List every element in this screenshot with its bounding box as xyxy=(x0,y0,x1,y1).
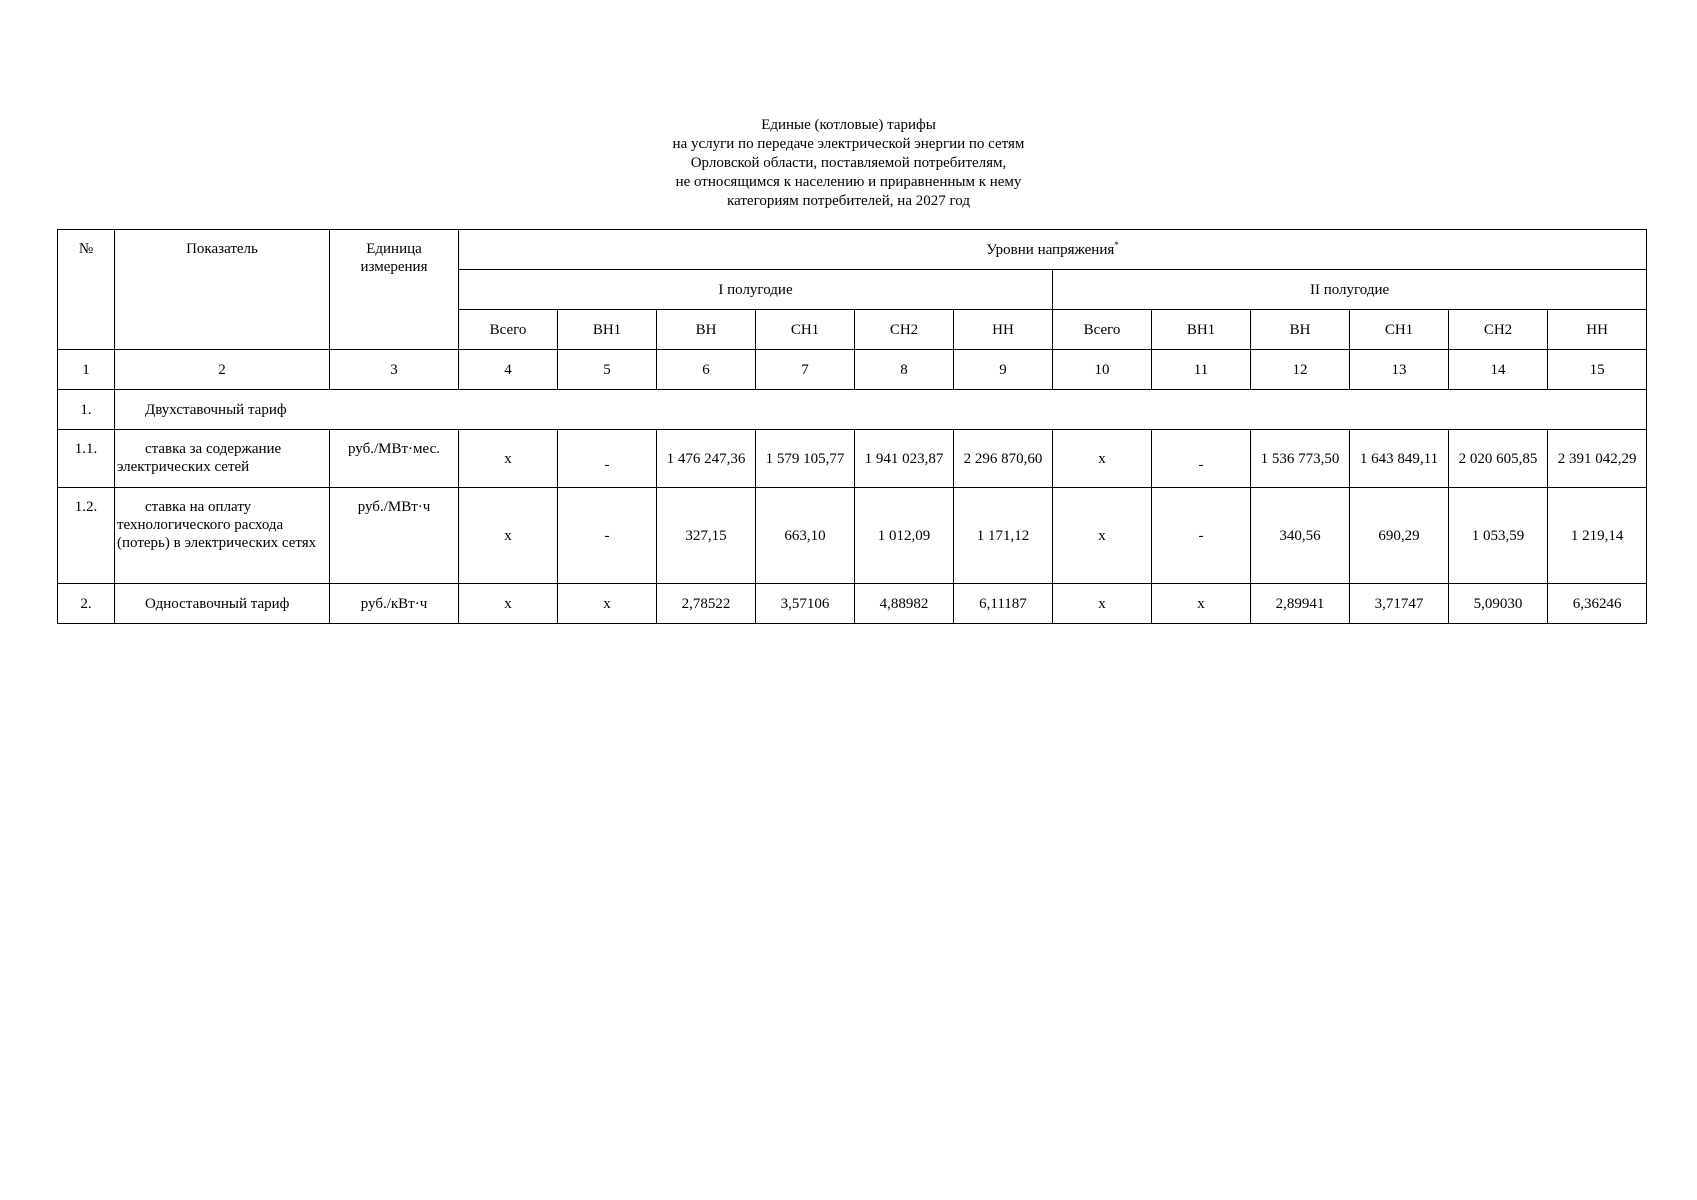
value-cell: - xyxy=(558,488,657,584)
header-voltage-levels xyxy=(459,230,1647,270)
value-cell: 1 012,09 xyxy=(855,488,954,584)
column-number: 2 xyxy=(115,350,330,390)
value-cell: 1 941 023,87 xyxy=(855,430,954,488)
header-unit: Единица измерения xyxy=(330,230,459,350)
value-cell: 1 579 105,77 xyxy=(756,430,855,488)
value-cell: х xyxy=(1053,430,1152,488)
value-cell: 1 643 849,11 xyxy=(1350,430,1449,488)
value-cell: 2 020 605,85 xyxy=(1449,430,1548,488)
value-cell: х xyxy=(1053,584,1152,624)
column-number: 11 xyxy=(1152,350,1251,390)
row-unit: руб./МВт·ч xyxy=(330,488,459,584)
row-number: 1. xyxy=(58,390,115,430)
value-cell: 1 536 773,50 xyxy=(1251,430,1350,488)
table-row xyxy=(58,430,1647,488)
header-subcol: СН2 xyxy=(855,310,954,350)
header-subcol: НН xyxy=(954,310,1053,350)
value-cell: 327,15 xyxy=(657,488,756,584)
value-cell: 2 391 042,29 xyxy=(1548,430,1647,488)
column-number: 10 xyxy=(1053,350,1152,390)
value-cell: - xyxy=(1152,430,1251,488)
header-subcol: СН1 xyxy=(1350,310,1449,350)
value-cell: 3,71747 xyxy=(1350,584,1449,624)
value-cell: 2,89941 xyxy=(1251,584,1350,624)
header-subcol: СН2 xyxy=(1449,310,1548,350)
value-cell: 1 171,12 xyxy=(954,488,1053,584)
title-line: категориям потребителей, на 2027 год xyxy=(727,193,970,209)
value-cell: 340,56 xyxy=(1251,488,1350,584)
column-number: 1 xyxy=(58,350,115,390)
header-indicator: Показатель xyxy=(115,230,330,350)
value-cell: - xyxy=(558,430,657,488)
column-number: 14 xyxy=(1449,350,1548,390)
header-subcol: ВН1 xyxy=(1152,310,1251,350)
value-cell: 4,88982 xyxy=(855,584,954,624)
table-row xyxy=(58,390,1647,430)
row-indicator: Двухставочный тариф xyxy=(115,390,1647,430)
row-indicator: ставка за содержание электрических сетей xyxy=(115,430,330,488)
column-number: 7 xyxy=(756,350,855,390)
header-subcol: ВН xyxy=(657,310,756,350)
value-cell: 1 053,59 xyxy=(1449,488,1548,584)
value-cell: 690,29 xyxy=(1350,488,1449,584)
document-title xyxy=(0,116,1697,211)
header-subcol: СН1 xyxy=(756,310,855,350)
value-cell: 2,78522 xyxy=(657,584,756,624)
column-number: 3 xyxy=(330,350,459,390)
column-number: 5 xyxy=(558,350,657,390)
title-line: на услуги по передаче электрической энергии по сетям xyxy=(672,136,1025,152)
column-number: 8 xyxy=(855,350,954,390)
row-unit: руб./МВт·мес. xyxy=(330,430,459,488)
value-cell: х xyxy=(459,488,558,584)
value-cell: 663,10 xyxy=(756,488,855,584)
header-no: № xyxy=(58,230,115,350)
title-line: Единые (котловые) тарифы xyxy=(761,117,936,133)
header-subcol: ВН1 xyxy=(558,310,657,350)
value-cell: - xyxy=(1152,488,1251,584)
row-indicator: ставка на оплату технологического расхода (потерь) в электрических сетях xyxy=(115,488,330,584)
value-cell: 1 476 247,36 xyxy=(657,430,756,488)
title-line: не относящимся к населению и приравненным к нему xyxy=(675,174,1022,190)
header-subcol: ВН xyxy=(1251,310,1350,350)
row-unit: руб./кВт·ч xyxy=(330,584,459,624)
value-cell: 2 296 870,60 xyxy=(954,430,1053,488)
column-numbers-row xyxy=(58,350,1647,390)
table-row xyxy=(58,584,1647,624)
tariff-table xyxy=(57,229,1647,624)
header-subcol: НН xyxy=(1548,310,1647,350)
row-number: 1.2. xyxy=(58,488,115,584)
title-line: Орловской области, поставляемой потребителям, xyxy=(690,155,1007,171)
header-voltage-levels-label: Уровни напряжения xyxy=(986,241,1115,258)
footnote-mark: * xyxy=(1114,239,1119,250)
header-subcol: Всего xyxy=(1053,310,1152,350)
value-cell: х xyxy=(459,430,558,488)
value-cell: 6,11187 xyxy=(954,584,1053,624)
value-cell: 6,36246 xyxy=(1548,584,1647,624)
value-cell: 5,09030 xyxy=(1449,584,1548,624)
value-cell: х xyxy=(1152,584,1251,624)
header-subcol: Всего xyxy=(459,310,558,350)
row-indicator: Одноставочный тариф xyxy=(115,584,330,624)
row-number: 1.1. xyxy=(58,430,115,488)
column-number: 12 xyxy=(1251,350,1350,390)
header-half-2: II полугодие xyxy=(1053,270,1647,310)
value-cell: х xyxy=(1053,488,1152,584)
column-number: 9 xyxy=(954,350,1053,390)
value-cell: 1 219,14 xyxy=(1548,488,1647,584)
table-row xyxy=(58,488,1647,584)
column-number: 4 xyxy=(459,350,558,390)
value-cell: 3,57106 xyxy=(756,584,855,624)
value-cell: х xyxy=(558,584,657,624)
row-number: 2. xyxy=(58,584,115,624)
column-number: 15 xyxy=(1548,350,1647,390)
value-cell: х xyxy=(459,584,558,624)
column-number: 13 xyxy=(1350,350,1449,390)
header-row xyxy=(58,230,1647,270)
header-half-1: I полугодие xyxy=(459,270,1053,310)
column-number: 6 xyxy=(657,350,756,390)
